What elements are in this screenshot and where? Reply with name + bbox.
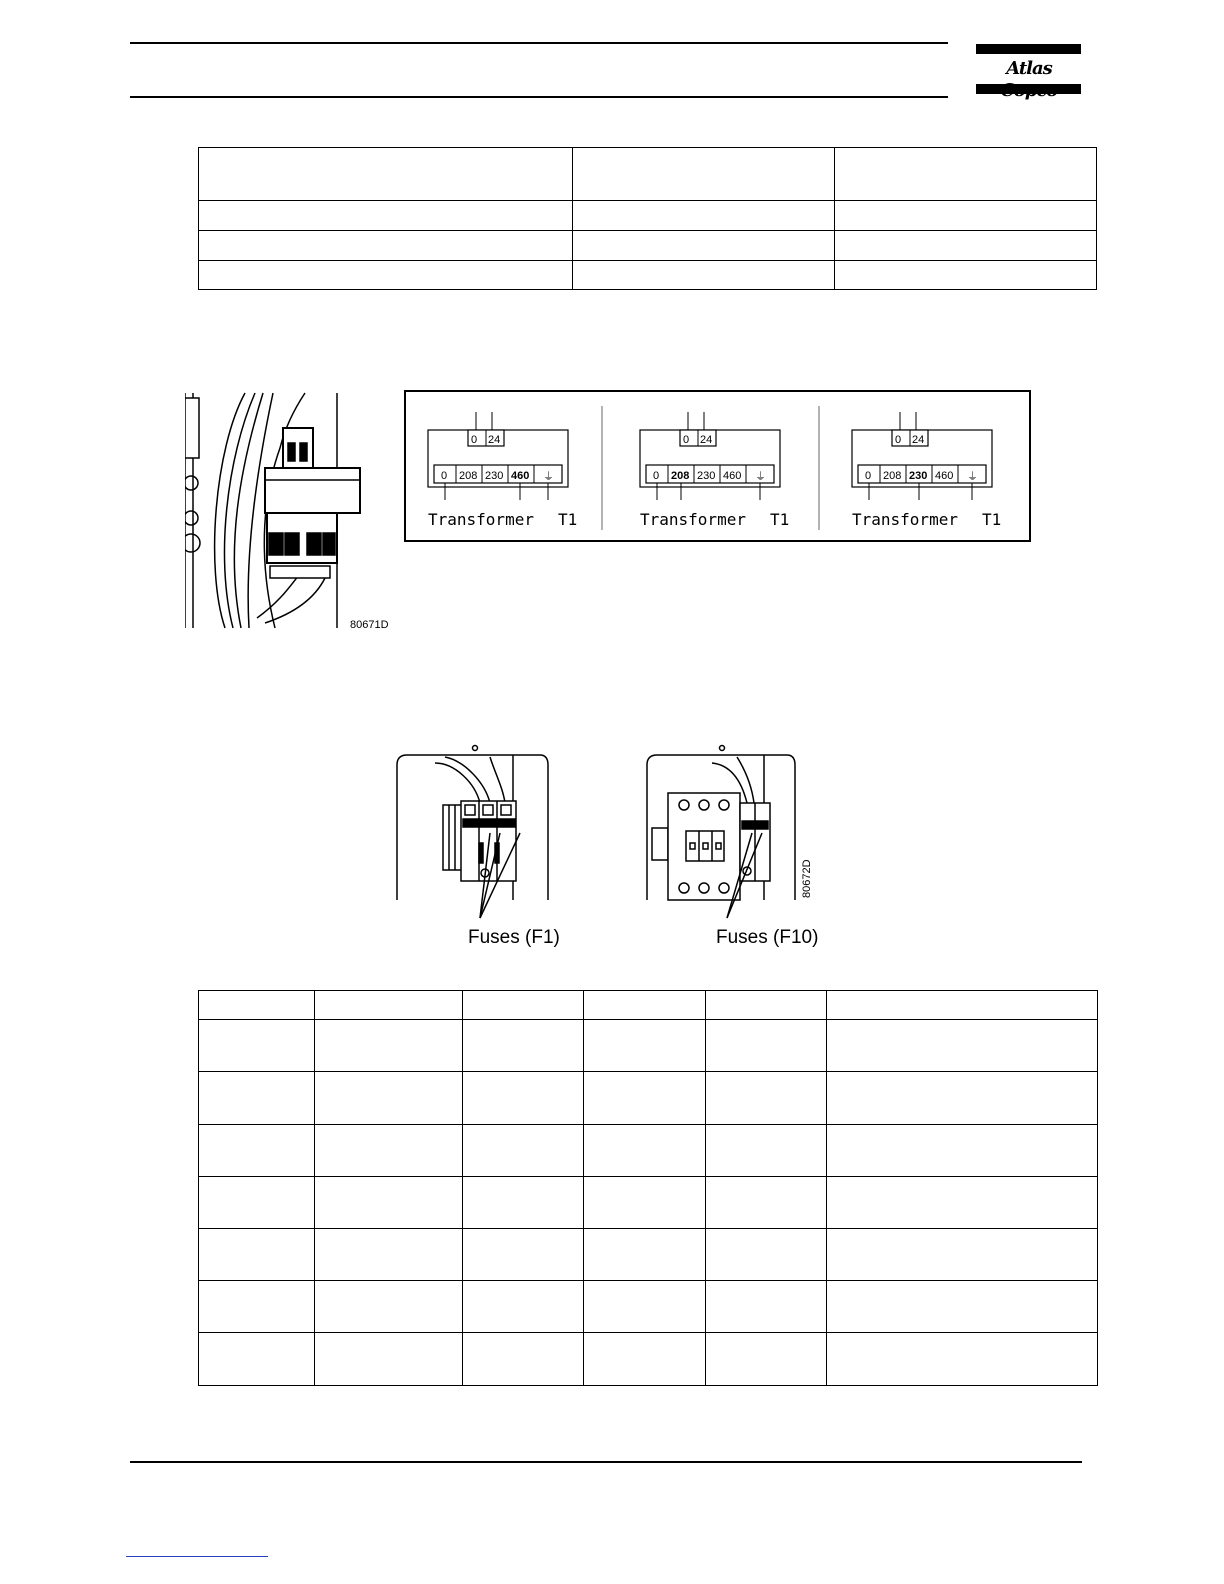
fuse-table	[198, 990, 1098, 1386]
header-rule-top	[130, 42, 948, 44]
svg-text:T1: T1	[770, 510, 790, 529]
svg-text:24: 24	[488, 434, 501, 446]
voltage-table	[198, 147, 1097, 290]
svg-text:0: 0	[441, 470, 448, 482]
transformer-panel-460	[428, 412, 577, 529]
fuses-f10-illustration	[642, 743, 822, 923]
fuses-f1-illustration	[395, 743, 555, 923]
svg-text:230: 230	[909, 470, 928, 482]
svg-text:208: 208	[459, 470, 478, 482]
header-rule-bottom	[130, 96, 948, 98]
svg-text:T1: T1	[982, 510, 1002, 529]
footer-link-line	[126, 1556, 268, 1557]
fuses-f1-caption: Fuses (F1)	[468, 927, 560, 948]
svg-text:460: 460	[723, 470, 742, 482]
svg-text:0: 0	[471, 434, 478, 446]
svg-text:0: 0	[895, 434, 902, 446]
svg-text:0: 0	[683, 434, 690, 446]
svg-text:Transformer: Transformer	[428, 510, 534, 529]
transformer-panel-208	[640, 412, 789, 529]
svg-text:⏚: ⏚	[543, 471, 554, 483]
svg-text:24: 24	[700, 434, 713, 446]
svg-text:Transformer: Transformer	[852, 510, 958, 529]
svg-text:⏚: ⏚	[755, 471, 766, 483]
transformer-diagram	[404, 390, 1032, 544]
transformer-panel-230	[852, 412, 1001, 529]
transformer-figure-code: 80671D	[350, 619, 389, 631]
svg-text:⏚: ⏚	[967, 471, 978, 483]
svg-text:230: 230	[485, 470, 504, 482]
fuses-figure-code: 80672D	[801, 859, 813, 898]
svg-text:Transformer: Transformer	[640, 510, 746, 529]
svg-text:460: 460	[935, 470, 954, 482]
atlas-copco-logo: Atlas	[976, 44, 1082, 96]
svg-text:208: 208	[671, 470, 690, 482]
footer-rule	[130, 1461, 1082, 1463]
svg-text:0: 0	[865, 470, 872, 482]
fuses-f10-caption: Fuses (F10)	[716, 927, 819, 948]
svg-text:460: 460	[511, 470, 530, 482]
svg-text:T1: T1	[558, 510, 578, 529]
svg-text:24: 24	[912, 434, 925, 446]
svg-text:0: 0	[653, 470, 660, 482]
svg-text:230: 230	[697, 470, 716, 482]
svg-text:208: 208	[883, 470, 902, 482]
transformer-photo	[185, 388, 400, 633]
